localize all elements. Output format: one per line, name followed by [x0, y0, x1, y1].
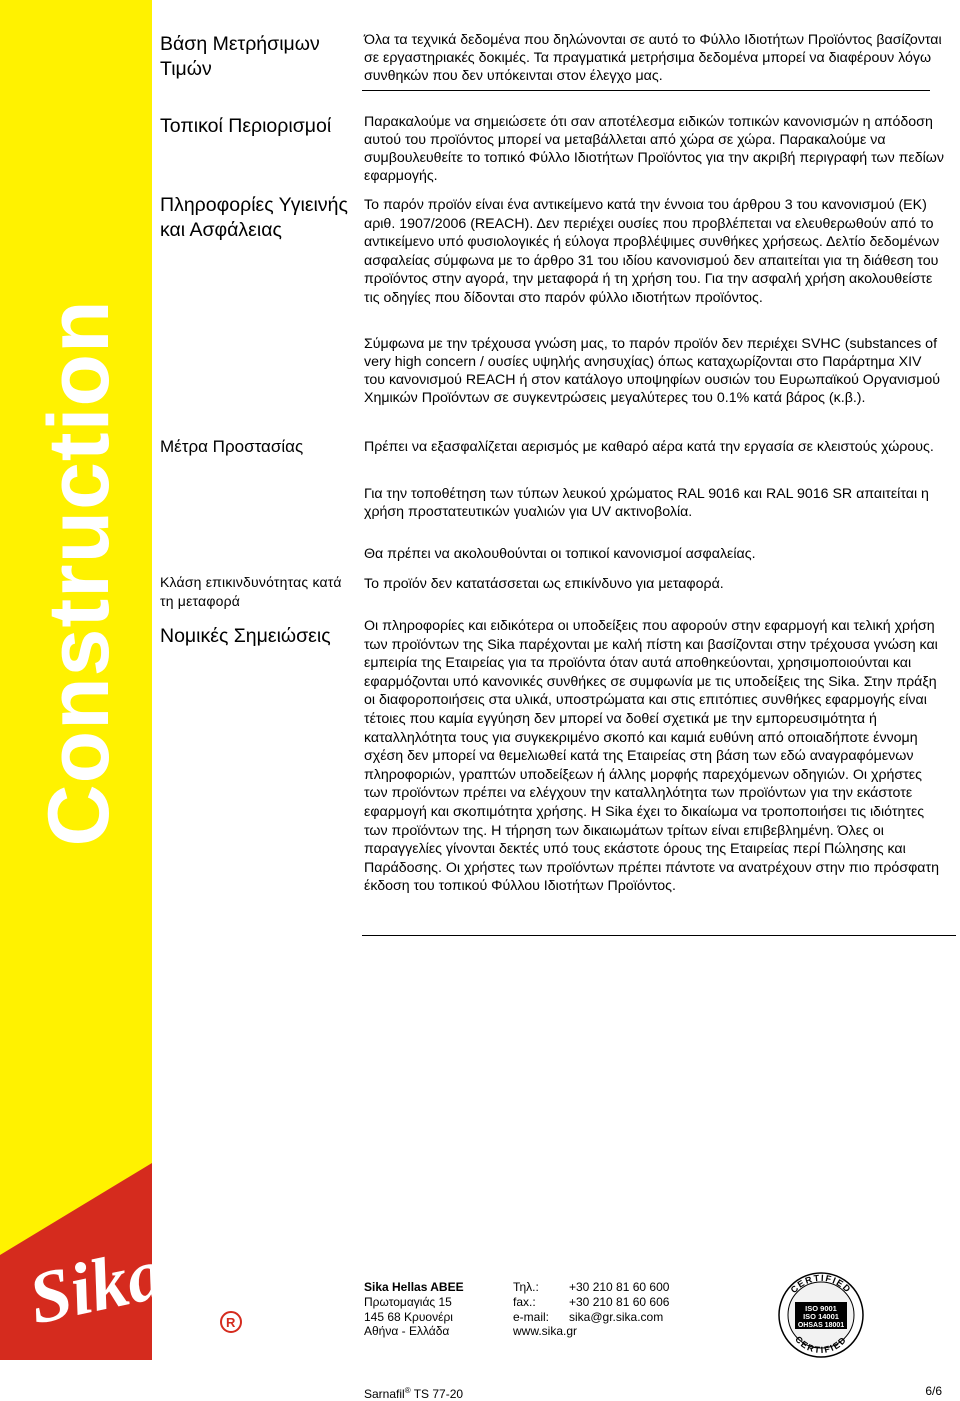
divider [362, 90, 930, 91]
address-line: Αθήνα - Ελλάδα [364, 1324, 450, 1339]
text-protective-2: Για την τοποθέτηση των τύπων λευκού χρώματος RAL 9016 και RAL 9016 SR απαιτείται η χρήση προστατευτικών γυαλιών για UV ακτινοβολία. [364, 486, 929, 520]
footer-company-block [364, 1280, 464, 1339]
certification-badge [775, 1269, 867, 1361]
text-legal: Οι πληροφορίες και ειδικότερα οι υποδείξεις που αφορούν στην εφαρμογή και τελική χρήση των προϊόντων της Sika παρέχονται με καλή πίστη και βασίζονται στην τρέχουσα γνώση και εμπειρία της Εταιρείας για τα προϊόντα όταν αυτά αποθηκεύονται, χρησιμοποιούνται και εφαρμόζονται υπό κανονικές συνθήκες σε συμφωνία με τις υποδείξεις της Sika. Στην πράξη οι διαφοροποιήσεις στα υλικά, υποστρώματα και στις επιτόπιες συνθήκες εφαρμογής είναι τέτοιες που καμία εγγύηση δεν μπορεί να δοθεί σχετικά με την εμπορευσιμότητα ή καταλληλότητα τους για συγκεκριμένο σκοπό και καμιά ευθύνη από οποιαδήποτε έννομη σχέση δεν μπορεί να θεμελιωθεί κατά της Εταιρείας στη βάση των εδώ αναγραφόμενων πληροφοριών, γραπτών υποδείξεων ή άλλης μορφής παρεχόμενων οδηγιών. Οι χρήστες των προϊόντων πρέπει να ελέγχουν την καταλληλότητα των προϊόντων για την εκάστοτε εφαρμογή και σκοπιμότητα χρήσης. Η Sika έχει το δικαίωμα να τροποποιήσει τις ιδιότητες των προϊόντων της. Η τήρηση των δικαιωμάτων τρίτων είναι επιβεβλημένη. Όλες οι παραγγελίες γίνονται δεκτές υπό τους εκάστοτε όρους της Εταιρείας περί Πώλησης και Παράδοσης. Οι χρήστες των προϊόντων πρέπει πάντοτε να ανατρέχουν στην πιο πρόσφατη έκδοση του τοπικού Φύλλου Ιδιοτήτων Προϊόντος. [364, 618, 939, 895]
sidebar-band [0, 0, 152, 1360]
page-number: 6/6 [925, 1384, 942, 1398]
text-health-safety-2: Σύμφωνα με την τρέχουσα γνώση μας, το παρόν προϊόν δεν περιέχει SVHC (substances of very high concern / ουσίες υψηλής ανησυχίας) όπως καταχωρίζονται στο Παράρτημα XIV του κανονισμού REACH ή στον κατάλογο υποψηφίων ουσιών του Ευρωπαϊκού Οργανισμού Χημικών Προϊόντων σε συγκεντρώσεις μεγαλύτερες του 0.1% κατά βάρος (κ.β.). [364, 336, 941, 406]
construction-vertical-text: Construction [31, 299, 127, 847]
text-health-safety-1: Το παρόν προϊόν είναι ένα αντικείμενο κατά την έννοια του άρθρου 3 του κανονισμού (ΕΚ) αριθ. 1907/2006 (REACH). Δεν περιέχει ουσίες που προβλέπεται να ελευθερωθούν από το αντικείμενο υπό φυσιολογικές ή εύλογα προβλέψιμες συνθήκες χρήσεως. Δελτίο δεδομένων ασφαλείας σύμφωνα με το άρθρο 31 του ιδίου κανονισμού δεν απαιτείται για τη διάθεση του προϊόντος στην αγορά, την μεταφορά ή τη χρήση του. Για την ασφαλή χρήση ακολουθείστε τις οδηγίες που δίδονται στο παρόν φύλλο ιδιοτήτων προϊόντος. [364, 197, 940, 306]
label-transport-class: Κλάση επικινδυνότητας κατά τη μεταφορά [160, 574, 342, 609]
cert-line: OHSAS 18001 [797, 1322, 845, 1329]
divider [362, 935, 956, 936]
cert-top-text: CERTIFIED [788, 1272, 854, 1296]
text-measured-values: Όλα τα τεχνικά δεδομένα που δηλώνονται σε αυτό το Φύλλο Ιδιοτήτων Προϊόντος βασίζονται σε εργαστηριακές δοκιμές. Τα πραγματικά μετρήσιμα δεδομένα μπορεί να διαφέρουν λόγω συνθηκών που δεν υπόκεινται στον έλεγχο μας. [364, 32, 942, 84]
product-code: TS 77-20 [413, 1387, 464, 1401]
email-link[interactable]: sika@gr.sika.com [569, 1309, 664, 1324]
label-health-safety: Πληροφορίες Υγιεινής και Ασφάλειας [160, 194, 348, 241]
svg-text:Sika: Sika [21, 1232, 172, 1341]
text-protective-3: Θα πρέπει να ακολουθούνται οι τοπικοί κανονισμοί ασφαλείας. [364, 546, 756, 562]
label-protective-measures: Μέτρα Προστασίας [160, 437, 304, 456]
label-legal-notes: Νομικές Σημειώσεις [160, 625, 331, 647]
text-protective-1: Πρέπει να εξασφαλίζεται αερισμός με καθαρό αέρα κατά την εργασία σε κλειστούς χώρους. [364, 439, 934, 455]
label-local-restrictions: Τοπικοί Περιορισμοί [160, 115, 332, 137]
label-measured-values: Βάση Μετρήσιμων Τιμών [160, 33, 320, 80]
fax-label: fax.: [513, 1294, 536, 1309]
fax-value: +30 210 81 60 606 [569, 1294, 670, 1309]
address-line: 145 68 Κρυονέρι [364, 1309, 453, 1324]
sika-logo [0, 1163, 248, 1360]
footer-contact-block [513, 1280, 669, 1339]
cert-bottom-text: CERTIFIED [793, 1334, 849, 1356]
web-link[interactable]: www.sika.gr [513, 1324, 578, 1339]
tel-value: +30 210 81 60 600 [569, 1280, 670, 1294]
email-label: e-mail: [513, 1309, 550, 1324]
company-name: Sika Hellas ABEE [364, 1280, 464, 1294]
product-name: Sarnafil [364, 1387, 405, 1401]
svg-text:R: R [226, 1315, 236, 1330]
cert-line: ISO 14001 [803, 1312, 839, 1321]
tel-label: Τηλ.: [513, 1280, 539, 1294]
footer-product-id [364, 1384, 463, 1401]
address-line: Πρωτομαγιάς 15 [364, 1294, 452, 1309]
text-local-restrictions: Παρακαλούμε να σημειώσετε ότι σαν αποτέλεσμα ειδικών τοπικών κανονισμών η απόδοση αυτού του προϊόντος μπορεί να μεταβάλλεται από χώρα σε χώρα. Παρακαλούμε να συμβουλευθείτε το τοπικό Φύλλο Ιδιοτήτων Προϊόντος για την ακριβή περιγραφή των πεδίων εφαρμογής. [364, 114, 944, 184]
text-transport: Το προϊόν δεν κατατάσσεται ως επικίνδυνο για μεταφορά. [364, 576, 724, 592]
registered-mark: ® [404, 1386, 411, 1395]
cert-line: ISO 9001 [805, 1304, 837, 1313]
